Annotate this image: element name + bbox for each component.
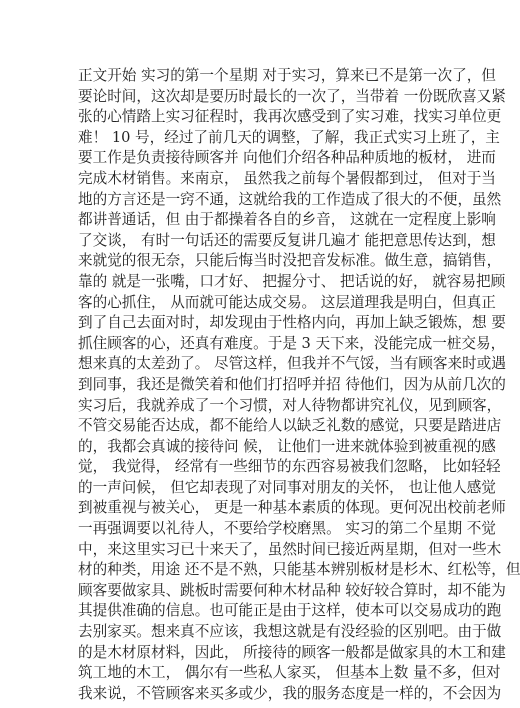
text-line: 的是木材原材料，因此， 所接待的顾客一般都是做家具的木工和建 bbox=[78, 643, 506, 661]
text-line: 要论时间，这次却是要历时最长的一次了，当带着 一份既欣喜又紧 bbox=[78, 87, 506, 105]
text-line: 实习后，我就养成了一个习惯，对人待物都讲究礼仪，见到顾客， bbox=[78, 396, 502, 414]
text-line: 正文开始 实习的第一个星期 对于实习，算来已不是第一次了，但 bbox=[78, 67, 496, 84]
text-line: 来就觉的很无奈，只能后悔当时没把音发标准。做生意，搞销售， bbox=[78, 252, 502, 270]
text-line: 都讲普通话，但 由于都操着各自的乡音， 这就在一定程度上影响 bbox=[78, 211, 496, 229]
text-line: 了交谈， 有时一句话还的需要反复讲几遍才 能把意思传达到，想 bbox=[78, 231, 496, 249]
text-line: 中，来这里实习已十来天了，虽然时间已接近两星期，但对一些木 bbox=[78, 540, 502, 558]
text-line: 材的种类，用途 还不是不熟，只能基本辨别板材是杉木、红松等，但 bbox=[78, 561, 520, 579]
text-line: 完成木材销售。来南京， 虽然我之前每个暑假都到过， 但对于当 bbox=[78, 169, 496, 187]
text-line: 的，我都会真诚的接待问 候， 让他们一进来就体验到被重视的感 bbox=[78, 437, 496, 455]
body-text bbox=[78, 66, 520, 704]
text-line: 要工作是负责接待顾客并 向他们介绍各种品种质地的板材， 进而 bbox=[78, 149, 496, 167]
text-line: 不管交易能否达成，都不能给人以缺乏礼数的感觉，只要是踏进店 bbox=[78, 417, 502, 435]
text-line: 筑工地的木工， 偶尔有一些私人家买， 但基本上数 量不多，但对 bbox=[78, 664, 501, 682]
text-line: 觉， 我觉得， 经常有一些细节的东西容易被我们忽略， 比如轻轻 bbox=[78, 458, 501, 476]
text-line: 的一声问候， 但它却表现了对同事对朋友的关怀， 也让他人感觉 bbox=[78, 478, 496, 496]
text-line: 去别家买。想来真不应该，我想这就是有没经验的区别吧。由于做 bbox=[78, 623, 502, 641]
text-line: 一再强调要以礼待人，不要给学校磨黑。 实习的第二个星期 不觉 bbox=[78, 520, 496, 538]
text-line: 我来说，不管顾客来买多或少，我的服务态度是一样的，不会因为 bbox=[78, 684, 502, 702]
text-line: 顾客要做家具、跳板时需要何种木材品种 较好较合算时，却不能为 bbox=[78, 581, 506, 599]
text-line: 到同事，我还是微笑着和他们打招呼并招 待他们，因为从前几次的 bbox=[78, 375, 506, 393]
text-line: 地的方言还是一窍不通，这就给我的工作造成了很大的不便，虽然 bbox=[78, 190, 502, 208]
text-line: 张的心情踏上实习征程时，我再次感受到了实习难，找实习单位更 bbox=[78, 108, 502, 126]
text-line: 其提供准确的信息。也可能正是由于这样，使本可以交易成功的跑 bbox=[78, 602, 502, 620]
text-line: 到被重视与被关心， 更是一种基本素质的体现。更何况出校前老师 bbox=[78, 499, 506, 517]
text-line: 难！ 10 号，经过了前几天的调整，了解，我正式实习上班了，主 bbox=[78, 128, 500, 146]
text-line: 客的心抓住， 从而就可能达成交易。 这层道理我是明白，但真正 bbox=[78, 293, 496, 311]
text-line: 抓住顾客的心，还真有难度。于是 3 天下来，没能完成一桩交易， bbox=[78, 334, 506, 352]
text-line: 想来真的太差劲了。 尽管这样，但我并不气馁，当有顾客来时或遇 bbox=[78, 355, 506, 373]
text-line: 到了自己去面对时，却发现由于性格内向，再加上缺乏锻炼，想 要 bbox=[78, 314, 506, 332]
text-line: 靠的 就是一张嘴，口才好、 把握分寸、 把话说的好， 就容易把顾 bbox=[78, 272, 506, 290]
